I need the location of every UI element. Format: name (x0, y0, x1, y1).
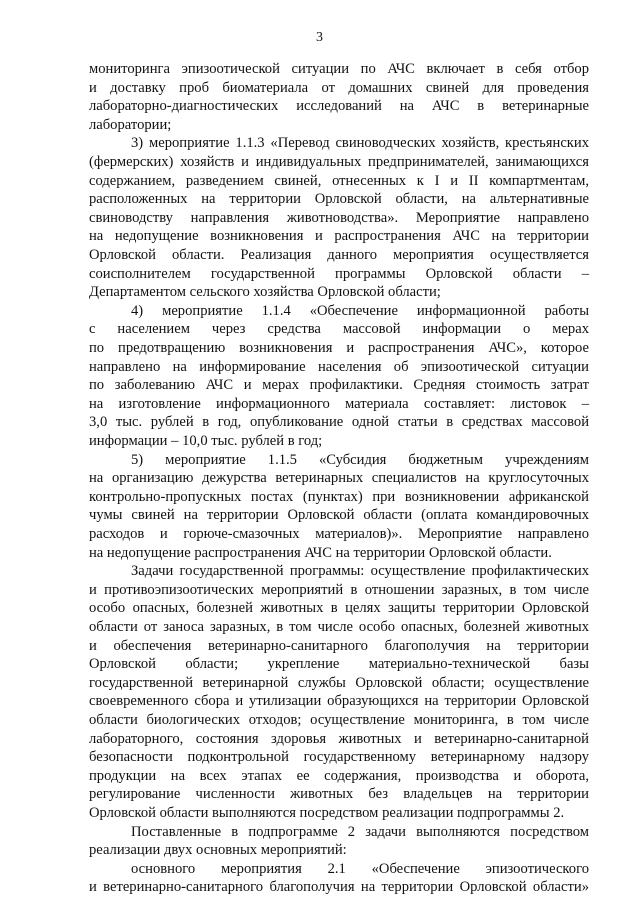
text-line: расположенных на территории Орловской области, на альтернативные (89, 191, 589, 208)
text-line: лаборатории; (89, 116, 172, 133)
page-number: 3 (316, 30, 323, 45)
text-line: 4) мероприятие 1.1.4 «Обеспечение информационной работы (131, 302, 589, 319)
text-line: основного мероприятия 2.1 «Обеспечение эпизоотического (131, 860, 589, 877)
text-line: особо опасных, болезней животных в целях защиты территории Орловской (89, 600, 589, 617)
text-line: (фермерских) хозяйств и индивидуальных предпринимателей, занимающихся (89, 154, 589, 170)
text-line: на недопущение распространения АЧС на территории Орловской области. (89, 544, 552, 561)
text-line: на недопущение возникновения и распространения АЧС на территории (89, 228, 589, 245)
text-line: по заболеванию АЧС и мерах профилактики. Средняя стоимость затрат (89, 377, 589, 394)
text-line: Орловской области. Реализация данного мероприятия осуществляется (89, 247, 589, 263)
text-line: области биологических отходов; осуществление мониторинга, в том числе (89, 712, 589, 728)
text-line: Задачи государственной программы: осуществление профилактических (131, 563, 589, 580)
text-line: соисполнителем государственной программы Орловской области – (89, 265, 589, 282)
text-line: Департаментом сельского хозяйства Орловской области; (89, 284, 441, 301)
text-line: и ветеринарно-санитарного благополучия на территории Орловской области» (89, 879, 589, 896)
text-line: своевременного сбора и утилизации образующихся на территории Орловской (89, 693, 589, 710)
text-line: чумы свиней на территории Орловской области (оплата командировочных (89, 507, 589, 524)
text-line: направлено на информирование населения об эпизоотической ситуации (89, 358, 589, 375)
text-line: информации – 10,0 тыс. рублей в год; (89, 433, 323, 449)
text-line: государственной ветеринарной службы Орловской области; осуществление (89, 674, 589, 691)
text-line: с населением через средства массовой информации о мерах (89, 321, 589, 338)
text-line: Орловской области выполняются посредством реализации подпрограммы 2. (89, 805, 565, 821)
text-line: безопасности подконтрольной государственному ветеринарному надзору (89, 749, 589, 766)
text-line: лабораторно-диагностических исследований на АЧС в ветеринарные (89, 98, 589, 115)
text-line: 3,0 тыс. рублей в год, опубликование одной статьи в средствах массовой (89, 414, 589, 431)
text-line: реализации двух основных мероприятий: (89, 842, 347, 859)
text-line: на изготовление информационного материала составляет: листовок – (89, 395, 589, 412)
text-line: Орловской области; укрепление материально-технической базы (89, 656, 589, 673)
text-line: мониторинга эпизоотической ситуации по АЧС включает в себя отбор (89, 61, 589, 77)
text-line: продукции на всех этапах ее содержания, производства и оборота, (89, 767, 589, 784)
text-line: расходов и горюче-смазочных материалов)». Мероприятие направлено (89, 526, 589, 542)
text-line: свиноводству направления животноводства». Мероприятие направлено (89, 209, 589, 226)
text-line: контрольно-пропускных постах (пунктах) при возникновении африканской (89, 488, 589, 505)
text-line: 3) мероприятие 1.1.3 «Перевод свиноводческих хозяйств, крестьянских (131, 135, 589, 152)
text-line: 5) мероприятие 1.1.5 «Субсидия бюджетным учреждениям (131, 451, 589, 468)
text-line: на организацию дежурства ветеринарных специалистов на круглосуточных (89, 470, 589, 487)
text-line: регулирование численности животных без владельцев на территории (89, 786, 589, 803)
text-line: области от заноса заразных, в том числе особо опасных, болезней животных (89, 619, 589, 635)
text-line: и обеспечения ветеринарно-санитарного благополучия на территории (89, 637, 589, 654)
text-line: содержанием, разведением свиней, отнесенных к I и II компартментам, (89, 172, 589, 189)
text-line: Поставленные в подпрограмме 2 задачи выполняются посредством (131, 823, 589, 840)
text-line: по предотвращению возникновения и распространения АЧС», которое (89, 340, 589, 356)
text-line: лабораторного, состояния здоровья животных и ветеринарно-санитарной (89, 730, 589, 747)
text-line: и противоэпизоотических мероприятий в отношении заразных, в том числе (89, 581, 589, 598)
text-line: и доставку проб биоматериала от домашних свиней для проведения (89, 79, 589, 96)
